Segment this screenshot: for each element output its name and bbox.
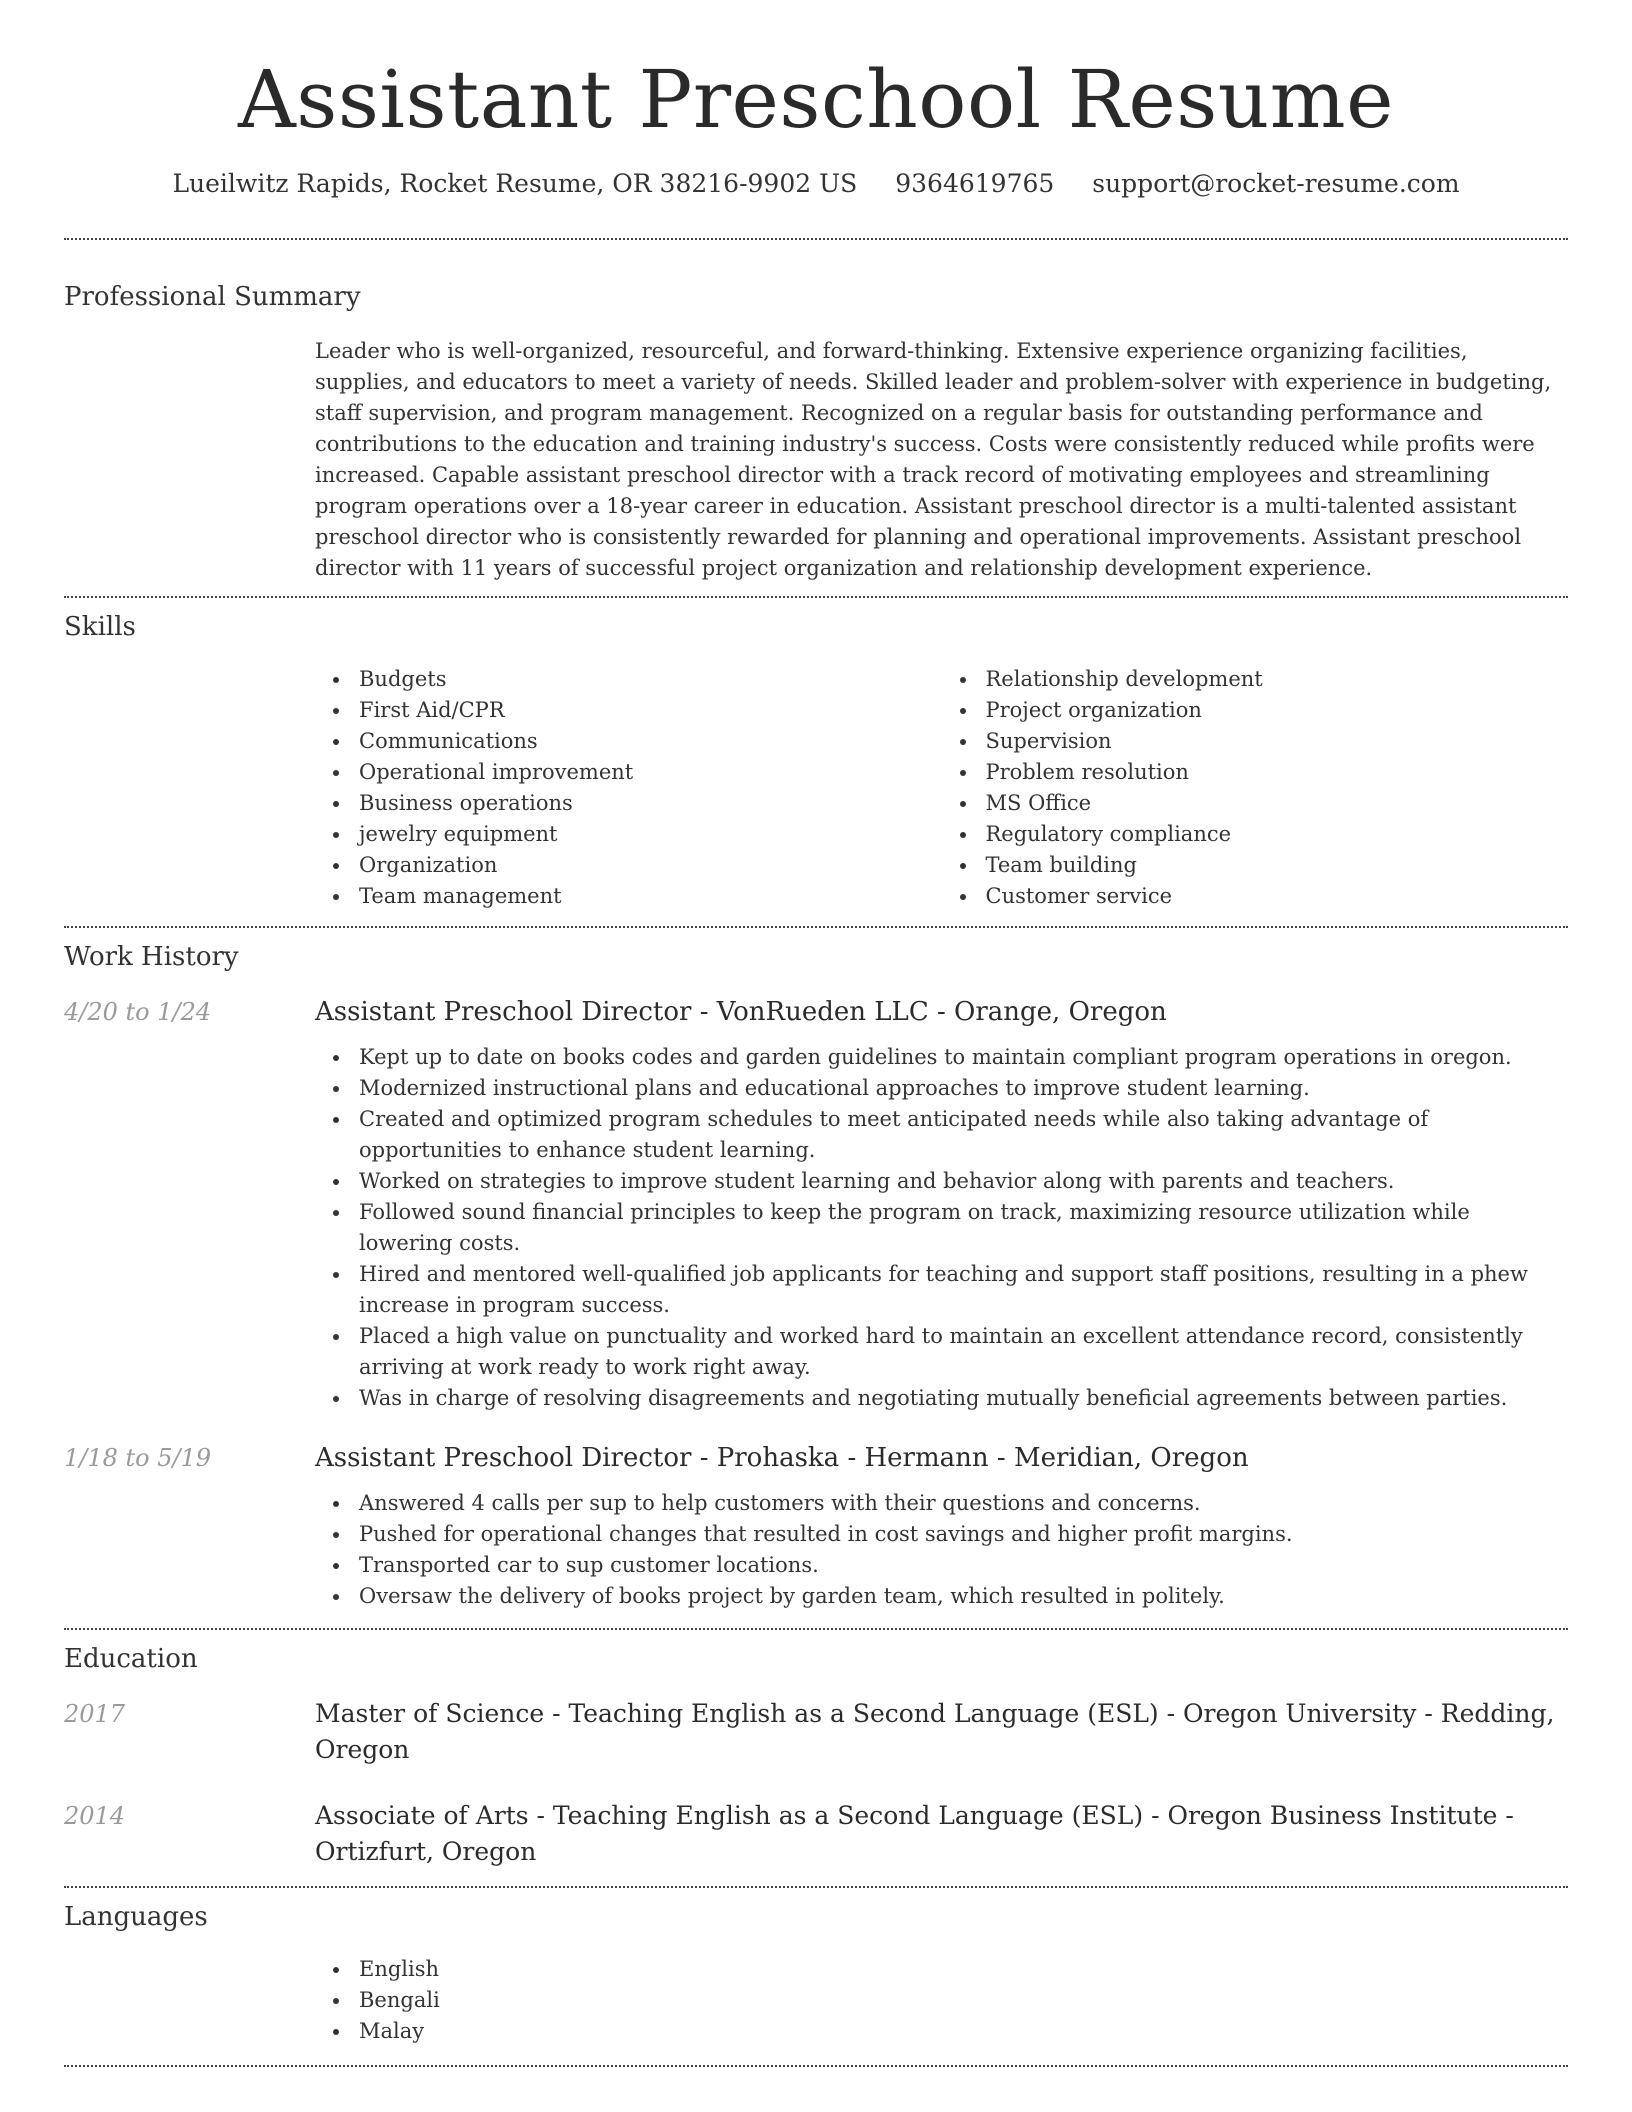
contact-line (64, 166, 1568, 202)
education-entry (64, 1696, 1568, 1768)
job-bullet: Transported car to sup customer locations. (359, 1550, 1568, 1581)
job-bullet: Kept up to date on books codes and garden guidelines to maintain compliant program operations in oregon. (359, 1042, 1568, 1073)
divider (64, 2065, 1568, 2067)
skill-item: First Aid/CPR (359, 695, 942, 726)
resume-page (64, 0, 1568, 2067)
job-bullet: Answered 4 calls per sup to help customers with their questions and concerns. (359, 1488, 1568, 1519)
job-bullet: Worked on strategies to improve student learning and behavior along with parents and teachers. (359, 1166, 1568, 1197)
summary-section (64, 240, 1568, 584)
skill-item: MS Office (986, 788, 1569, 819)
languages-heading: Languages (64, 1902, 208, 1932)
job-dates: 1/18 to 5/19 (64, 1444, 212, 1472)
work-section (64, 928, 1568, 1612)
skill-item: Team building (986, 850, 1569, 881)
skill-item: Business operations (359, 788, 942, 819)
skill-item: Project organization (986, 695, 1569, 726)
skill-item: Communications (359, 726, 942, 757)
skill-item: jewelry equipment (359, 819, 942, 850)
education-title: Associate of Arts - Teaching English as a Second Language (ESL) - Oregon Business Institute - Ortizfurt, Oregon (315, 1801, 1514, 1866)
job-bullets (315, 1042, 1568, 1414)
skill-item: Operational improvement (359, 757, 942, 788)
skill-item: Regulatory compliance (986, 819, 1569, 850)
job-title: Assistant Preschool Director - VonRueden LLC - Orange, Oregon (315, 997, 1167, 1027)
summary-text: Leader who is well-organized, resourceful, and forward-thinking. Extensive experience organizing facilities, supplies, and educators to meet a variety of needs. Skilled leader and problem-solver with experience in budgeting, staff supervision, and program management. Recognized on a regular basis for outstanding performance and contributions to the education and training industry's success. Costs were consistently reduced while profits were increased. Capable assistant preschool director with a track record of motivating employees and streamlining program operations over a 18-year career in education. Assistant preschool director is a multi-talented assistant preschool director who is consistently rewarded for planning and operational improvements. Assistant preschool director with 11 years of successful project organization and relationship development experience. (315, 339, 1552, 580)
skill-item: Supervision (986, 726, 1569, 757)
job-bullet: Was in charge of resolving disagreements and negotiating mutually beneficial agreements between parties. (359, 1383, 1568, 1414)
work-heading: Work History (64, 942, 239, 972)
education-heading: Education (64, 1644, 198, 1674)
language-item: Malay (359, 2016, 1568, 2047)
contact-email: support@rocket-resume.com (1092, 169, 1460, 198)
education-title: Master of Science - Teaching English as a Second Language (ESL) - Oregon University - Redding, Oregon (315, 1699, 1555, 1764)
language-item: English (359, 1954, 1568, 1985)
job-bullet: Modernized instructional plans and educational approaches to improve student learning. (359, 1073, 1568, 1104)
job-dates: 4/20 to 1/24 (64, 998, 212, 1026)
skills-list-right (942, 664, 1569, 912)
job-bullet: Oversaw the delivery of books project by garden team, which resulted in politely. (359, 1581, 1568, 1612)
job-bullet: Followed sound financial principles to keep the program on track, maximizing resource utilization while lowering costs. (359, 1197, 1568, 1259)
skill-item: Customer service (986, 881, 1569, 912)
contact-phone: 9364619765 (895, 169, 1055, 198)
job-title: Assistant Preschool Director - Prohaska - Hermann - Meridian, Oregon (315, 1443, 1249, 1473)
skill-item: Problem resolution (986, 757, 1569, 788)
education-year: 2014 (64, 1802, 126, 1830)
skill-item: Organization (359, 850, 942, 881)
resume-title: Assistant Preschool Resume (238, 53, 1394, 146)
language-item: Bengali (359, 1985, 1568, 2016)
education-entry (64, 1798, 1568, 1870)
languages-section (64, 1888, 1568, 2047)
job-bullet: Pushed for operational changes that resulted in cost savings and higher profit margins. (359, 1519, 1568, 1550)
contact-address: Lueilwitz Rapids, Rocket Resume, OR 38216-9902 US (172, 169, 858, 198)
job-bullet: Created and optimized program schedules to meet anticipated needs while also taking advantage of opportunities to enhance student learning. (359, 1104, 1568, 1166)
skill-item: Relationship development (986, 664, 1569, 695)
education-section (64, 1630, 1568, 1870)
job-bullet: Hired and mentored well-qualified job applicants for teaching and support staff positions, resulting in a phew increase in program success. (359, 1259, 1568, 1321)
languages-list (315, 1954, 1568, 2047)
skill-item: Team management (359, 881, 942, 912)
job-bullet: Placed a high value on punctuality and worked hard to maintain an excellent attendance record, consistently arriving at work ready to work right away. (359, 1321, 1568, 1383)
education-year: 2017 (64, 1700, 126, 1728)
summary-heading: Professional Summary (64, 282, 361, 312)
job-entry (64, 1440, 1568, 1612)
skill-item: Budgets (359, 664, 942, 695)
job-entry (64, 994, 1568, 1414)
skills-list-left (315, 664, 942, 912)
skills-heading: Skills (64, 612, 136, 642)
skills-section (64, 598, 1568, 912)
job-bullets (315, 1488, 1568, 1612)
